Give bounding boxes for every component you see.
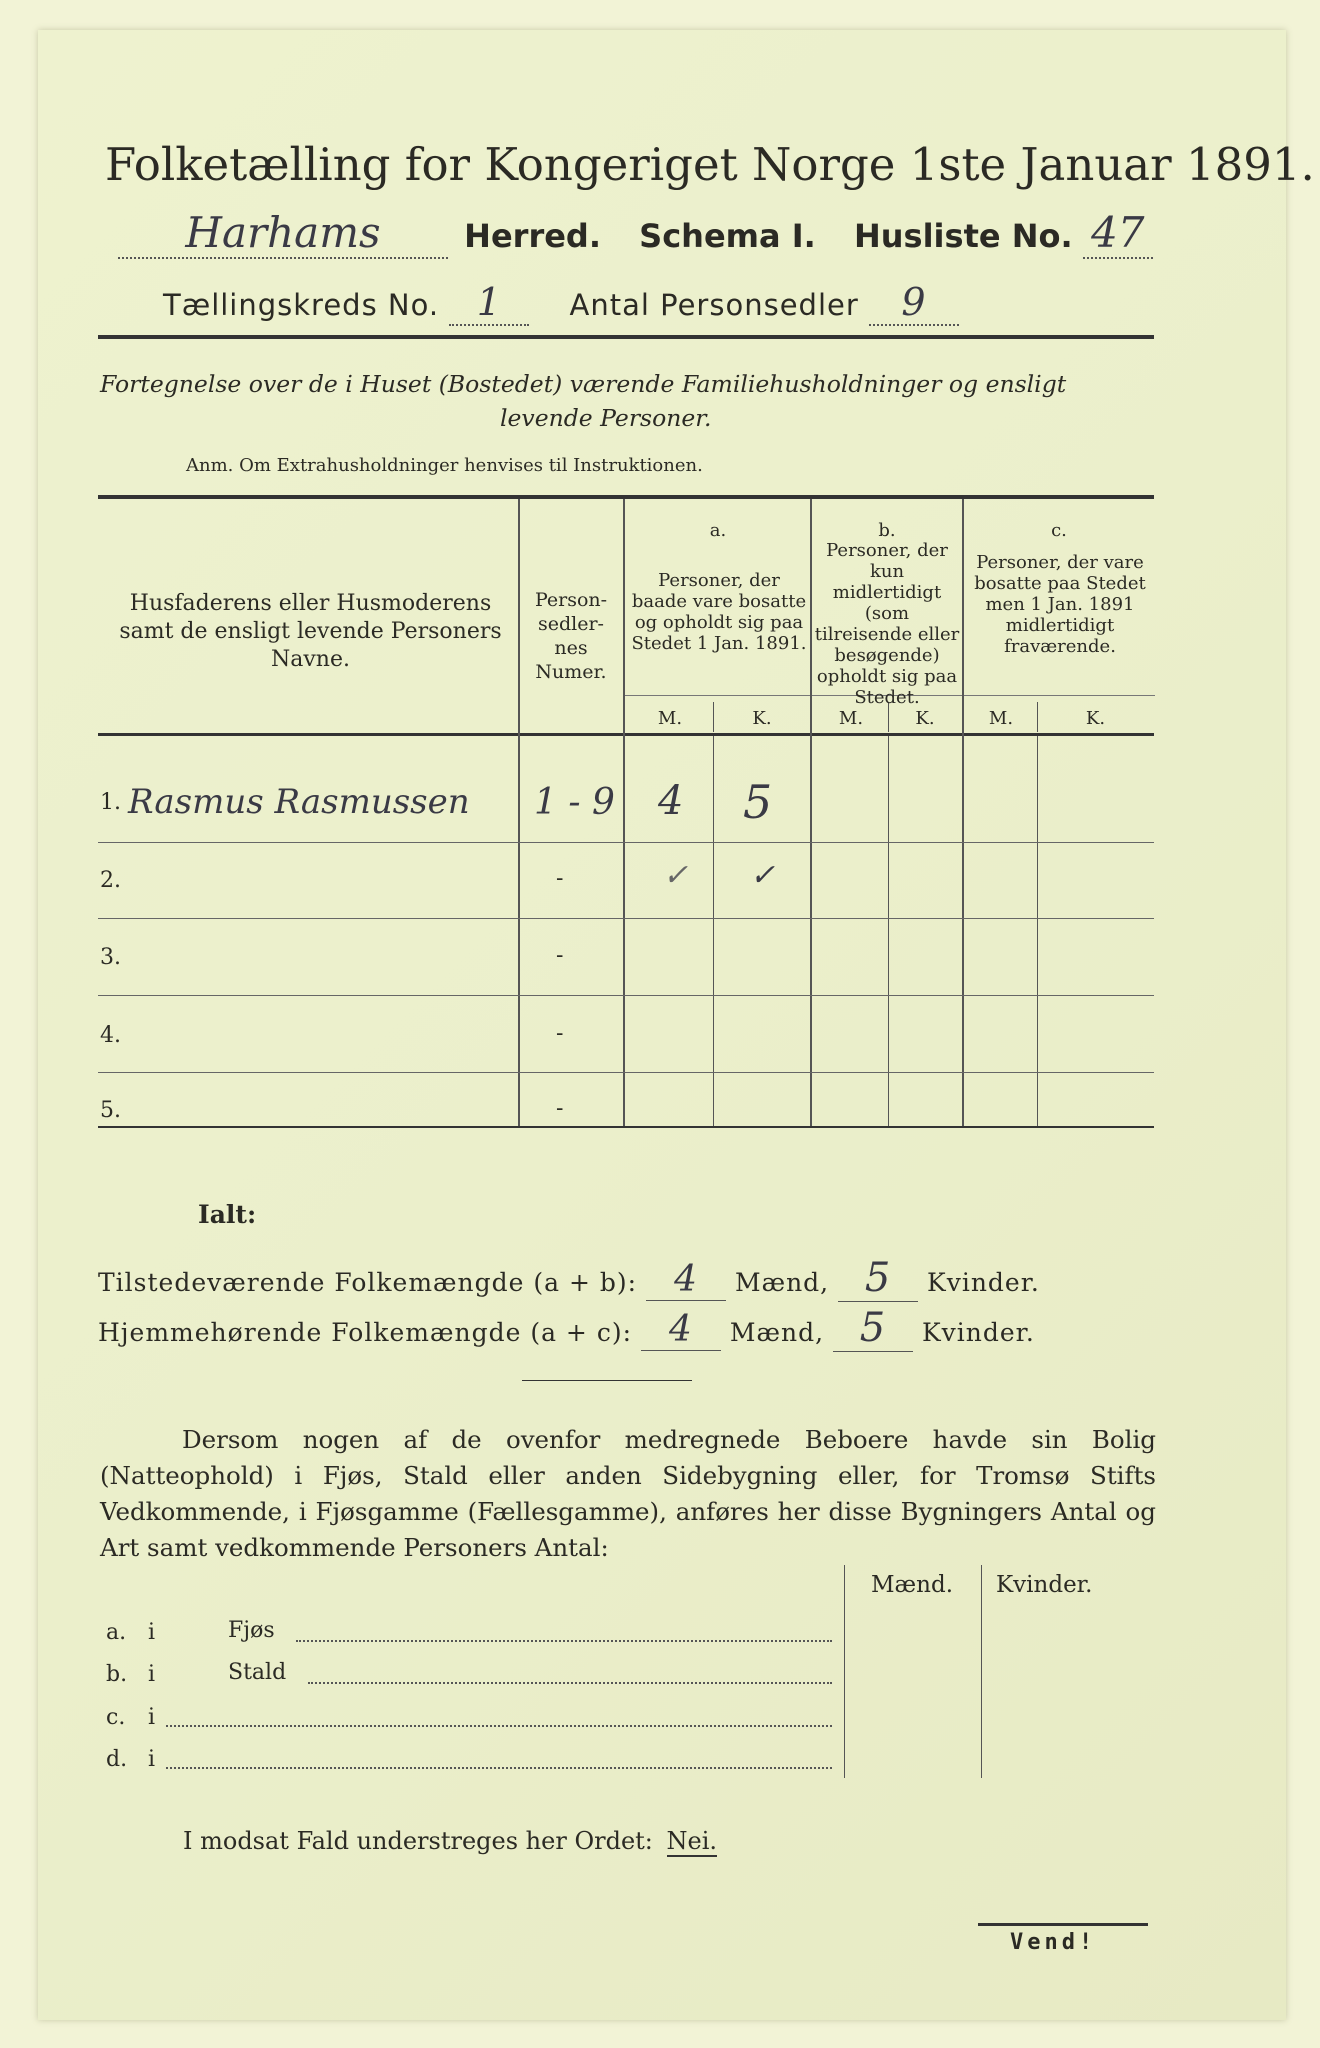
header-rule xyxy=(98,335,1154,339)
mk-divider xyxy=(1037,736,1038,1126)
hjemme-k: 5 xyxy=(833,1305,913,1352)
row-a-k: ✓ xyxy=(750,858,776,893)
vend-rule xyxy=(978,1923,1148,1926)
hjemme-maend: Mænd, xyxy=(729,1318,825,1347)
herred-line xyxy=(118,208,1153,259)
row-rule xyxy=(98,842,1154,843)
taellingskreds-line xyxy=(163,280,959,326)
row-numer: 1 - 9 xyxy=(534,782,615,823)
item-dots xyxy=(308,1670,832,1684)
row-rule xyxy=(98,918,1154,919)
tilstede-kvinder: Kvinder. xyxy=(927,1268,1040,1297)
bygning-maend-header: Mænd. xyxy=(871,1572,954,1598)
table-top-rule xyxy=(98,495,1154,499)
mk-divider xyxy=(888,736,889,1126)
tilstede-label: Tilstedeværende Folkemængde (a + b): xyxy=(98,1268,638,1297)
herred-label: Herred. xyxy=(464,217,601,255)
item-i: i xyxy=(148,1705,156,1730)
col-c-letter: c. xyxy=(1051,520,1067,541)
hjemme-kvinder: Kvinder. xyxy=(921,1318,1035,1347)
intro-line1: Fortegnelse over de i Huset (Bostedet) værende Familiehusholdninger og ensligt xyxy=(100,370,1067,398)
item-label: Fjøs xyxy=(228,1618,275,1643)
item-dots xyxy=(166,1755,832,1769)
table-bottom-rule xyxy=(98,1126,1154,1128)
mk-divider xyxy=(713,702,714,732)
mk-divider xyxy=(1037,702,1038,732)
antal-value: 9 xyxy=(869,280,959,326)
husliste-no: 47 xyxy=(1083,208,1153,259)
vend-label: Vend! xyxy=(1010,1930,1097,1955)
row-a-k: 5 xyxy=(743,775,773,829)
row-numer: - xyxy=(556,1096,564,1121)
row-number: 3. xyxy=(100,945,121,970)
col-c-header: Personer, der vare bosatte paa Stedet men 1 Jan. 1891 midlertidigt fraværende. xyxy=(974,552,1146,657)
b-k-label: K. xyxy=(915,708,935,729)
herred-name-field: Harhams xyxy=(118,208,448,259)
form-title: Folketælling for Kongeriget Norge 1ste Januar 1891. xyxy=(105,138,1315,191)
census-form xyxy=(38,30,1315,2020)
col-b-header: Personer, der kun midlertidigt (som tilreisende eller besøgende) opholdt sig paa Stedet. xyxy=(814,540,960,708)
item-letter: d. xyxy=(106,1747,128,1772)
tilstede-maend: Mænd, xyxy=(734,1268,830,1297)
row-rule xyxy=(98,995,1154,996)
c-k-label: K. xyxy=(1085,708,1106,729)
row-numer: - xyxy=(556,1021,564,1046)
col-divider xyxy=(962,499,964,1126)
hjemme-m: 4 xyxy=(641,1309,721,1351)
antal-label: Antal Personsedler xyxy=(569,288,859,322)
item-i: i xyxy=(148,1620,156,1645)
nei-word: Nei. xyxy=(666,1827,718,1855)
col-numer-header: Person-sedler-nes Numer. xyxy=(534,589,608,683)
anm-note: Anm. Om Extrahusholdninger henvises til Instruktionen. xyxy=(186,455,703,476)
tilstede-k: 5 xyxy=(838,1255,918,1302)
col-a-letter: a. xyxy=(709,520,727,541)
item-letter: c. xyxy=(106,1705,126,1730)
col-a-header: Personer, der baade vare bosatte og opholdt sig paa Stedet 1 Jan. 1891. xyxy=(631,570,807,654)
row-number: 5. xyxy=(100,1098,121,1123)
col-divider xyxy=(518,499,520,1126)
ialt-label: Ialt: xyxy=(198,1200,257,1229)
row-numer: - xyxy=(556,866,564,891)
a-k-label: K. xyxy=(752,708,772,729)
item-i: i xyxy=(148,1662,156,1687)
husliste-label: Husliste No. xyxy=(853,217,1073,255)
mk-divider xyxy=(713,736,714,1126)
bygning-kvinder-header: Kvinder. xyxy=(996,1572,1093,1598)
section-divider xyxy=(522,1380,692,1381)
col-names-header: Husfaderens eller Husmoderens samt de ensligt levende Personers Navne. xyxy=(119,591,502,672)
row-name: Rasmus Rasmussen xyxy=(128,782,470,822)
schema-label: Schema I. xyxy=(639,217,816,255)
row-a-m: ✓ xyxy=(663,858,689,893)
modsat-text: I modsat Fald understreges her Ordet: xyxy=(183,1827,653,1855)
row-number: 2. xyxy=(100,868,121,893)
bygning-paragraph: Dersom nogen af de ovenfor medregnede Beboere havde sin Bolig (Natteophold) i Fjøs, Stald eller anden Sidebygning eller, for Tromsø Stifts Vedkommende, i Fjøsgamme (Fællesgamme), anføres her disse Bygningers Antal og Art samt vedkommende Personers Antal: xyxy=(100,1425,1156,1562)
row-a-m: 4 xyxy=(658,778,684,824)
modsat-line xyxy=(183,1827,717,1855)
item-dots xyxy=(166,1713,832,1727)
table-header-rule xyxy=(98,733,1154,736)
item-label: Stald xyxy=(228,1660,287,1685)
intro-line2: levende Personer. xyxy=(500,404,712,432)
item-dots xyxy=(296,1628,832,1642)
row-number: 1. xyxy=(100,790,121,815)
tilstede-line xyxy=(98,1255,1040,1302)
bygning-col-divider xyxy=(981,1565,982,1778)
taellingskreds-no: 1 xyxy=(449,280,529,326)
row-rule xyxy=(98,1072,1154,1073)
b-m-label: M. xyxy=(838,708,864,729)
item-i: i xyxy=(148,1747,156,1772)
c-m-label: M. xyxy=(988,708,1014,729)
row-number: 4. xyxy=(100,1023,121,1048)
tilstede-m: 4 xyxy=(646,1259,726,1301)
taellingskreds-label: Tællingskreds No. xyxy=(163,288,440,322)
col-b-letter: b. xyxy=(878,520,896,541)
col-divider xyxy=(623,499,625,1126)
item-letter: b. xyxy=(106,1662,128,1687)
hjemme-line xyxy=(98,1305,1035,1352)
hjemme-label: Hjemmehørende Folkemængde (a + c): xyxy=(98,1318,632,1347)
row-numer: - xyxy=(556,943,564,968)
a-m-label: M. xyxy=(657,708,683,729)
item-letter: a. xyxy=(106,1620,127,1645)
bygning-col-divider xyxy=(844,1565,845,1778)
col-divider xyxy=(810,499,812,1126)
